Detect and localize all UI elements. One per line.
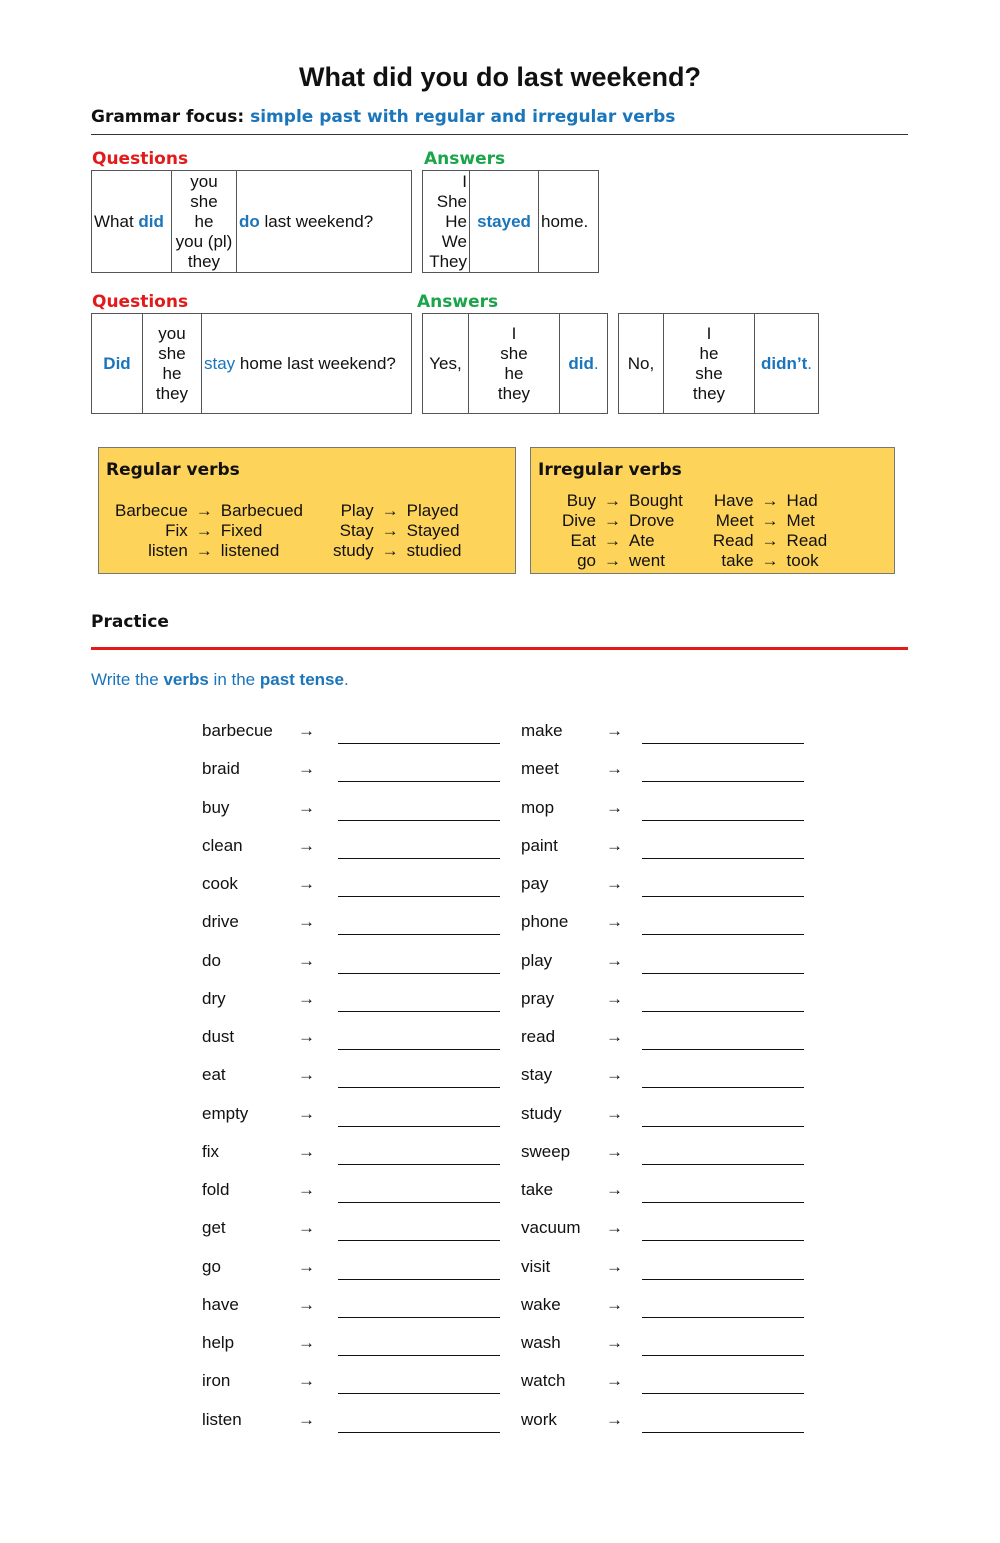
verb-word: paint <box>521 835 558 855</box>
answer-blank[interactable] <box>338 1164 500 1165</box>
verb-word: study <box>521 1103 562 1123</box>
practice-divider <box>91 647 908 650</box>
answer-blank[interactable] <box>642 1393 804 1394</box>
arrow-icon: → <box>298 950 315 970</box>
rest-cell: do last weekend? <box>237 171 412 273</box>
verb-word: watch <box>521 1371 566 1391</box>
arrow-icon: → <box>604 551 622 570</box>
answer-blank[interactable] <box>338 781 500 782</box>
verb-base: Have <box>713 491 754 510</box>
focus-label: Grammar focus: <box>91 107 245 127</box>
verb-word: do <box>202 950 221 970</box>
answer-blank[interactable] <box>642 1355 804 1356</box>
answer-blank[interactable] <box>338 1202 500 1203</box>
verb-word: sweep <box>521 1141 571 1161</box>
verb-word: buy <box>202 797 230 817</box>
arrow-icon: → <box>606 1065 623 1085</box>
answer-blank[interactable] <box>338 1087 500 1088</box>
arrow-icon: → <box>606 835 623 855</box>
answer-blank[interactable] <box>642 820 804 821</box>
answer-blank[interactable] <box>642 1049 804 1050</box>
verb-past: went <box>629 551 665 570</box>
grammar-focus <box>91 107 675 127</box>
arrow-icon: → <box>604 511 622 530</box>
answer-blank[interactable] <box>642 1432 804 1433</box>
arrow-icon: → <box>606 797 623 817</box>
verb-word: clean <box>202 835 243 855</box>
verb-word: mop <box>521 797 555 817</box>
verb-base: take <box>721 551 754 570</box>
arrow-icon: → <box>604 531 622 550</box>
verb-past: Drove <box>629 511 675 530</box>
arrow-icon: → <box>298 721 315 740</box>
answer-blank[interactable] <box>642 1164 804 1165</box>
verb-pair-row <box>111 541 465 561</box>
verb-word: fold <box>202 1180 230 1199</box>
verb-word: meet <box>521 759 559 779</box>
answer-blank[interactable] <box>642 781 804 782</box>
arrow-icon: → <box>606 759 623 779</box>
answer-yes-table <box>422 313 608 414</box>
verb-word: pray <box>521 988 555 1008</box>
answers-label-2: Answers <box>417 292 499 312</box>
regular-verbs-title: Regular verbs <box>106 460 240 480</box>
irregular-verbs-table <box>558 491 831 571</box>
arrow-icon: → <box>606 1180 623 1199</box>
verb-past: Read <box>786 531 828 550</box>
verb-word: have <box>202 1294 239 1314</box>
regular-verbs-box <box>98 447 516 574</box>
irregular-verbs-box <box>530 447 895 574</box>
pronoun-cell: you she he you (pl) they <box>172 171 237 273</box>
arrow-icon: → <box>761 531 779 550</box>
verb-base: study <box>333 541 374 560</box>
answer-blank[interactable] <box>338 1049 500 1050</box>
arrow-icon: → <box>381 501 399 520</box>
arrow-icon: → <box>298 1141 315 1161</box>
verb-word: read <box>521 1027 556 1046</box>
verb-word: eat <box>202 1065 226 1085</box>
verb-base: Eat <box>570 531 597 550</box>
verb-word: work <box>521 1409 557 1429</box>
answer-blank[interactable] <box>338 896 500 897</box>
pronoun-cell: I he she they <box>664 314 755 414</box>
pronoun-cell: I she he they <box>469 314 560 414</box>
verb-word: fix <box>202 1141 219 1161</box>
answer-blank[interactable] <box>642 1087 804 1088</box>
answer-no-table <box>618 313 819 414</box>
verb-word: wash <box>521 1333 561 1352</box>
arrow-icon: → <box>606 1256 623 1276</box>
answer-blank[interactable] <box>338 1432 500 1433</box>
verb-pair-row <box>111 501 465 521</box>
arrow-icon: → <box>761 511 779 530</box>
arrow-icon: → <box>298 1103 315 1123</box>
arrow-icon: → <box>298 912 315 932</box>
verb-past: Stayed <box>406 521 460 540</box>
verb-past: listened <box>220 541 280 560</box>
verb-word: visit <box>521 1256 551 1276</box>
verb-word: dust <box>202 1027 235 1046</box>
verb-word: go <box>202 1256 221 1276</box>
questions-label-2: Questions <box>92 292 189 312</box>
verb-word: stay <box>521 1065 553 1085</box>
verb-past: Met <box>786 511 815 530</box>
verb-base: Stay <box>339 521 374 540</box>
answer-blank[interactable] <box>338 1279 500 1280</box>
arrow-icon: → <box>761 491 779 510</box>
verb-base: Barbecue <box>115 501 188 520</box>
arrow-icon: → <box>606 1103 623 1123</box>
arrow-icon: → <box>606 950 623 970</box>
verb-past: Fixed <box>220 521 263 540</box>
arrow-icon: → <box>298 1027 315 1046</box>
answer-blank[interactable] <box>338 858 500 859</box>
regular-verbs-table <box>111 501 465 561</box>
verb-past: Ate <box>629 531 655 550</box>
arrow-icon: → <box>298 797 315 817</box>
arrow-icon: → <box>298 1371 315 1391</box>
arrow-icon: → <box>298 988 315 1008</box>
arrow-icon: → <box>604 491 622 510</box>
divider <box>91 134 908 135</box>
verb-pair-row <box>558 491 831 511</box>
arrow-icon: → <box>381 541 399 560</box>
answer-blank[interactable] <box>338 1011 500 1012</box>
arrow-icon: → <box>761 551 779 570</box>
pronoun-cell: you she he they <box>143 314 202 414</box>
answer-blank[interactable] <box>642 1202 804 1203</box>
verb-word: braid <box>202 759 240 779</box>
verb-pair-row <box>558 531 831 551</box>
verb-pair-row <box>558 511 831 531</box>
arrow-icon: → <box>606 874 623 893</box>
answers-label: Answers <box>424 149 506 169</box>
answer-blank[interactable] <box>642 1126 804 1127</box>
arrow-icon: → <box>298 1409 315 1429</box>
answer-blank[interactable] <box>642 896 804 897</box>
verb-pair-row <box>558 551 831 571</box>
arrow-icon: → <box>195 501 213 520</box>
verb-word: help <box>202 1333 235 1352</box>
answer-blank[interactable] <box>338 1355 500 1356</box>
verb-word: iron <box>202 1371 231 1391</box>
verb-word: empty <box>202 1103 249 1123</box>
verb-base: Fix <box>165 521 188 540</box>
arrow-icon: → <box>606 912 623 932</box>
verb-past: took <box>786 551 819 570</box>
arrow-icon: → <box>606 988 623 1008</box>
answer-blank[interactable] <box>642 1317 804 1318</box>
verb-past: studied <box>406 541 462 560</box>
verb-base: listen <box>148 541 188 560</box>
verb-word: make <box>521 721 563 740</box>
focus-text: simple past with regular and irregular verbs <box>250 107 676 127</box>
verb-word: take <box>521 1180 554 1199</box>
arrow-icon: → <box>298 835 315 855</box>
answer-blank[interactable] <box>642 1240 804 1241</box>
verb-word: get <box>202 1218 226 1238</box>
answer-blank[interactable] <box>642 973 804 974</box>
verb-word: pay <box>521 874 549 893</box>
irregular-verbs-title: Irregular verbs <box>538 460 682 480</box>
answer-blank[interactable] <box>338 934 500 935</box>
answer-blank[interactable] <box>338 1240 500 1241</box>
verb-base: Play <box>340 501 374 520</box>
rest-cell: stay home last weekend? <box>202 314 412 414</box>
question-table-1 <box>91 170 412 273</box>
verb-past: Barbecued <box>220 501 304 520</box>
verb-past: Bought <box>629 491 683 510</box>
arrow-icon: → <box>195 521 213 540</box>
verb-word: dry <box>202 988 226 1008</box>
didnt-cell: didn’t. <box>755 314 819 414</box>
arrow-icon: → <box>298 1065 315 1085</box>
verb-word: wake <box>521 1294 561 1314</box>
rest-cell: home. <box>539 171 599 273</box>
arrow-icon: → <box>606 1218 623 1238</box>
verb-base: Dive <box>562 511 597 530</box>
instructions: Write the verbs in the past tense. <box>91 670 349 689</box>
verb-word: vacuum <box>521 1218 581 1238</box>
arrow-icon: → <box>298 1294 315 1314</box>
arrow-icon: → <box>606 1371 623 1391</box>
verb-word: barbecue <box>202 721 273 740</box>
arrow-icon: → <box>298 1333 315 1352</box>
answer-blank[interactable] <box>642 743 804 744</box>
did-cell: did. <box>560 314 608 414</box>
answer-blank[interactable] <box>642 1011 804 1012</box>
verb-word: play <box>521 950 553 970</box>
verb-word: drive <box>202 912 239 932</box>
arrow-icon: → <box>381 521 399 540</box>
answer-blank[interactable] <box>338 820 500 821</box>
verb-base: Read <box>712 531 754 550</box>
arrow-icon: → <box>606 1141 623 1161</box>
did-cell: Did <box>92 314 143 414</box>
answer-table-1 <box>422 170 599 273</box>
verb-word: listen <box>202 1409 242 1429</box>
arrow-icon: → <box>298 1180 315 1199</box>
answer-blank[interactable] <box>338 973 500 974</box>
verb-base: go <box>577 551 597 570</box>
answer-blank[interactable] <box>338 1393 500 1394</box>
answer-blank[interactable] <box>642 1279 804 1280</box>
question-table-2 <box>91 313 412 414</box>
practice-heading: Practice <box>91 612 169 632</box>
verb-past: Played <box>406 501 459 520</box>
answer-blank[interactable] <box>642 934 804 935</box>
arrow-icon: → <box>298 1218 315 1238</box>
page-title: What did you do last weekend? <box>298 62 702 92</box>
verb-pair-row <box>111 521 465 541</box>
questions-label: Questions <box>92 149 189 169</box>
arrow-icon: → <box>606 1409 623 1429</box>
pronoun-cell: I She He We They <box>423 171 470 273</box>
verb-cell: stayed <box>470 171 539 273</box>
arrow-icon: → <box>298 759 315 779</box>
answer-blank[interactable] <box>338 1126 500 1127</box>
verb-base: Buy <box>566 491 597 510</box>
arrow-icon: → <box>606 1294 623 1314</box>
answer-blank[interactable] <box>642 858 804 859</box>
arrow-icon: → <box>195 541 213 560</box>
arrow-icon: → <box>606 1027 623 1046</box>
arrow-icon: → <box>298 1256 315 1276</box>
what-did-cell: What did <box>92 171 172 273</box>
answer-blank[interactable] <box>338 1317 500 1318</box>
arrow-icon: → <box>298 874 315 893</box>
yes-cell: Yes, <box>423 314 469 414</box>
arrow-icon: → <box>606 721 623 740</box>
verb-word: cook <box>202 874 238 893</box>
arrow-icon: → <box>606 1333 623 1352</box>
verb-base: Meet <box>715 511 754 530</box>
answer-blank[interactable] <box>338 743 500 744</box>
verb-past: Had <box>786 491 818 510</box>
no-cell: No, <box>619 314 664 414</box>
verb-word: phone <box>521 912 569 932</box>
